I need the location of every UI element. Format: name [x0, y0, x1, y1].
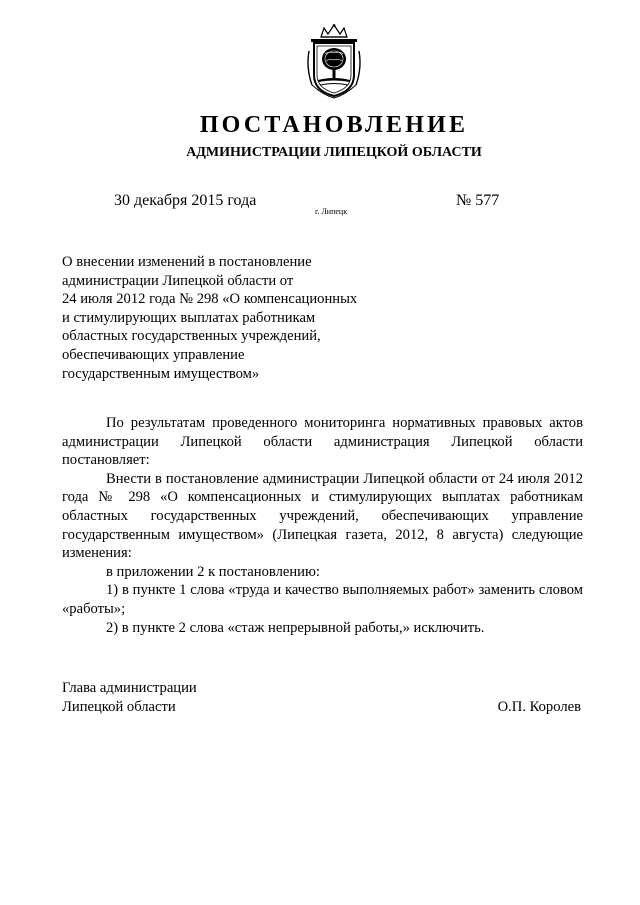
issuer-subtitle: АДМИНИСТРАЦИИ ЛИПЕЦКОЙ ОБЛАСТИ [186, 145, 482, 160]
document-date: 30 декабря 2015 года [114, 192, 257, 209]
document-title: ПОСТАНОВЛЕНИЕ [199, 112, 469, 138]
document-number: № 577 [456, 192, 500, 209]
document-body [62, 414, 583, 637]
body-paragraph-main: Внести в постановление администрации Липецкой области от 24 июля 2012 года № 298 «О компенсационных и стимулирующих выплатах работникам областных государственных учреждений, обеспечивающих управление государственным имуществом» (Липецкая газета, 2012, 8 августа) следующие изменения: [62, 470, 583, 562]
signatory-name: О.П. Королев [497, 698, 581, 715]
body-paragraph-preamble: По результатам проведенного мониторинга нормативных правовых актов администрации Липецкой области администрация Липецкой области постановляет: [62, 415, 583, 469]
body-paragraph-appendix: в приложении 2 к постановлению: [106, 563, 320, 580]
body-paragraph-item-1: 1) в пункте 1 слова «труда и качество выполняемых работ» заменить словом «работы»; [62, 582, 583, 617]
subject-line: 24 июля 2012 года № 298 «О компенсационных [62, 291, 358, 308]
subject-line: администрации Липецкой области от [62, 272, 294, 289]
document-subject [62, 253, 442, 383]
signature-position-line1: Глава администрации [62, 680, 197, 696]
subject-line: О внесении изменений в постановление [62, 254, 312, 270]
signature-position-line2: Липецкой области [62, 698, 176, 715]
subject-line: областных государственных учреждений, [62, 328, 321, 345]
coat-of-arms-icon [303, 23, 365, 99]
subject-line: обеспечивающих управление [62, 346, 245, 363]
subject-line: и стимулирующих выплатах работникам [62, 309, 316, 326]
body-paragraph-item-2: 2) в пункте 2 слова «стаж непрерывной работы,» исключить. [106, 619, 485, 636]
subject-line: государственным имуществом» [62, 365, 260, 382]
signature-block [62, 679, 583, 716]
document-city: г. Липецк [315, 207, 348, 216]
